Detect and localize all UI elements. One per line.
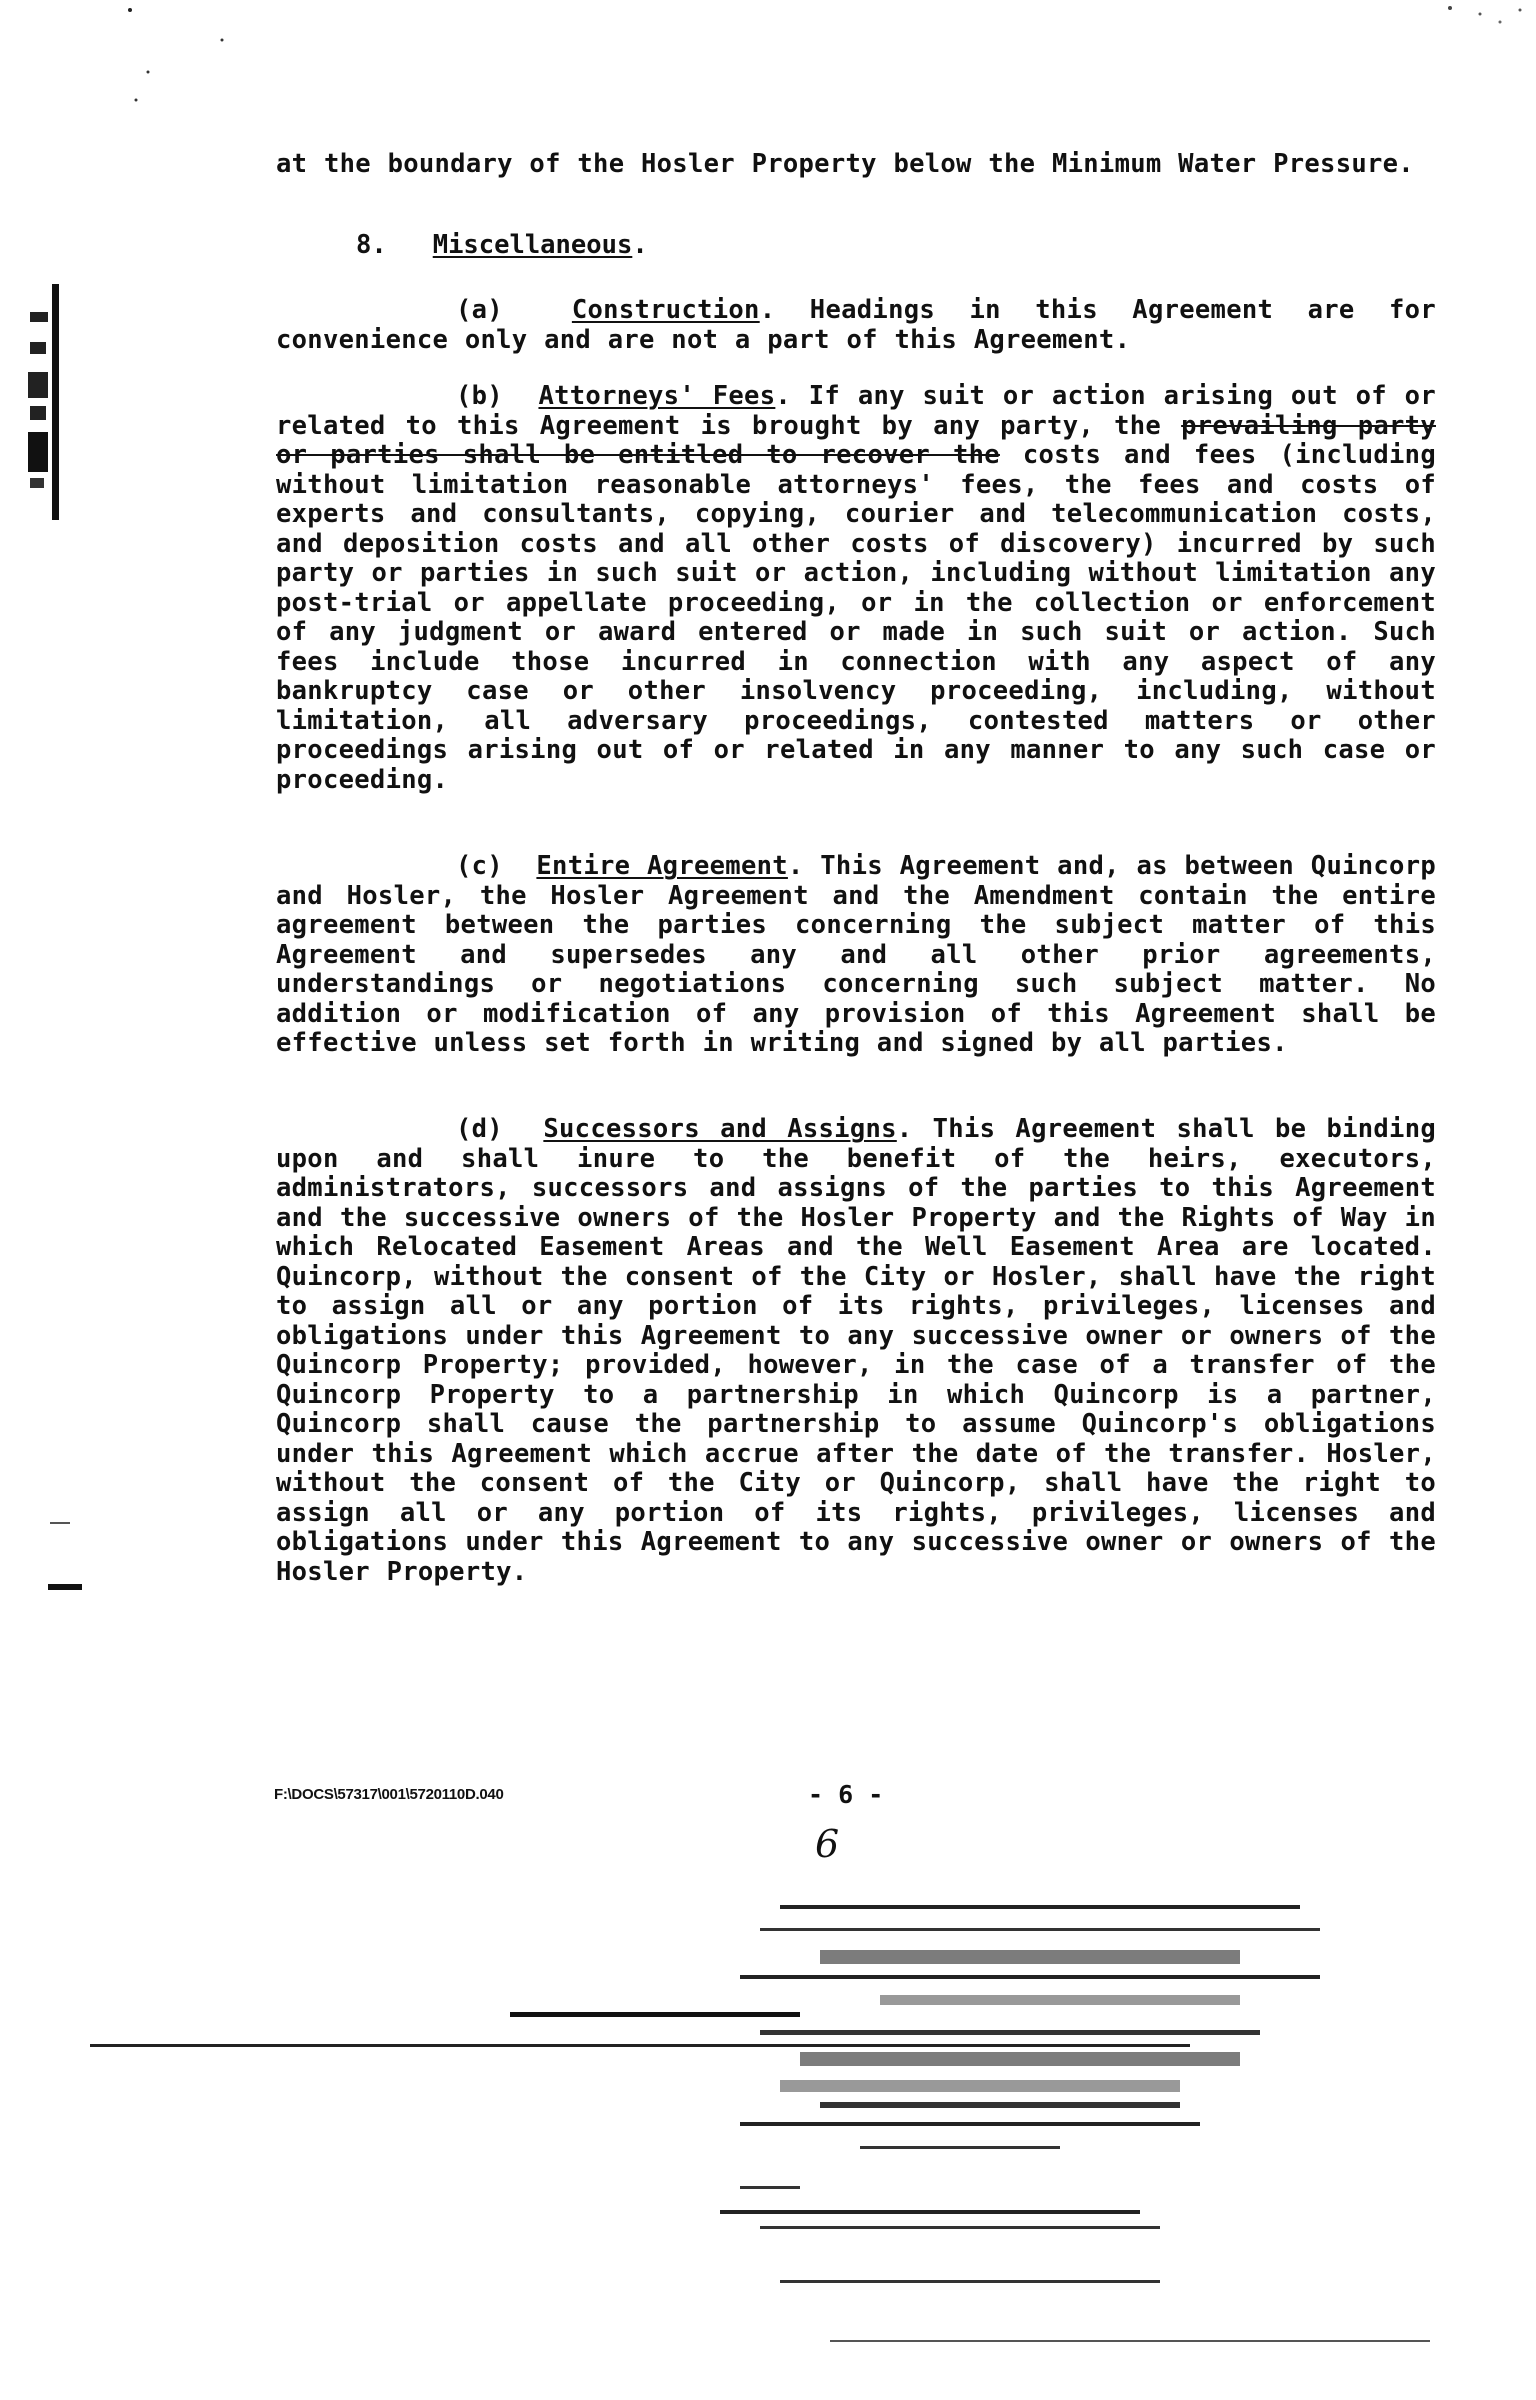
paragraph-c-body: . This Agreement and, as between Quincorp and Hosler, the Hosler Agreement and the Amendment contain the entire agreement between the parties concerning the subject matter of this Agreement and supersedes any and all other prior agreements, understandings or negotiations concerning such subject matter. No addition or modification of any provision of this Agreement shall be effective unless set forth in writing and signed by all parties. xyxy=(276,851,1437,1058)
paragraph-a-label: (a) xyxy=(456,295,503,325)
paragraph-d-label: (d) xyxy=(456,1114,503,1144)
paragraph-a-body: . Headings in this Agreement are for convenience only and are not a part of this Agreement. xyxy=(276,295,1436,355)
paragraph-d-heading: Successors and Assigns xyxy=(543,1114,897,1144)
paragraph-b-body-2: costs and fees (including without limitation reasonable attorneys' fees, the fees and costs of experts and consultants, copying, courier and telecommunication costs, and deposition costs and all other costs of discovery) incurred by such party or parties in such suit or action, including without limitation any post-trial or appellate proceeding, or in the collection or enforcement of any judgment or award entered or made in such suit or action. Such fees include those incurred in connection with any aspect of any bankruptcy case or other insolvency proceeding, including, without limitation, all adversary proceedings, contested matters or other proceedings arising out of or related in any manner to any such case or proceeding. xyxy=(276,440,1436,795)
section-number: 8. xyxy=(356,230,387,260)
paragraph-c-label: (c) xyxy=(456,851,503,881)
paragraph-d-body: . This Agreement shall be binding upon and shall inure to the benefit of the heirs, executors, administrators, successors and assigns of the parties to this Agreement and the successive owners of the Hosler Property and the Rights of Way in which Relocated Easement Areas and the Well Easement Area are located. Quincorp, without the consent of the City or Hosler, shall have the right to assign all or any portion of its rights, privileges, licenses and obligations under this Agreement to any successive owner or owners of the Quincorp Property; provided, however, in the case of a transfer of the Quincorp Property to a partnership in which Quincorp is a partner, Quincorp shall cause the partnership to assume Quincorp's obligations under this Agreement which accrue after the date of the transfer. Hosler, without the consent of the City or Quincorp, shall have the right to assign all or any portion of its rights, privileges, licenses and obligations under this Agreement to any successive owner or owners of the Hosler Property. xyxy=(276,1114,1437,1587)
paragraph-b-struck-text: prevailing party or parties shall be entitled to recover the xyxy=(276,410,1436,470)
intro-line: at the boundary of the Hosler Property below the Minimum Water Pressure. xyxy=(276,149,1414,179)
handwritten-page-number: 6 xyxy=(815,1822,840,1866)
paragraph-b-label: (b) xyxy=(456,381,503,411)
footer-file-path: F:\DOCS\57317\001\5720110D.040 xyxy=(274,1786,504,1803)
page-number: - 6 - xyxy=(808,1780,884,1809)
paragraph-c-heading: Entire Agreement xyxy=(536,851,788,881)
paragraph-a-heading: Construction xyxy=(571,295,760,325)
section-title: Miscellaneous xyxy=(432,230,633,260)
paragraph-b-body-1: . If any suit or action arising out of or related to this Agreement is brought by any party, the xyxy=(276,381,1436,441)
paragraph-b-heading: Attorneys' Fees xyxy=(538,381,776,411)
section-title-suffix: . xyxy=(632,230,648,260)
